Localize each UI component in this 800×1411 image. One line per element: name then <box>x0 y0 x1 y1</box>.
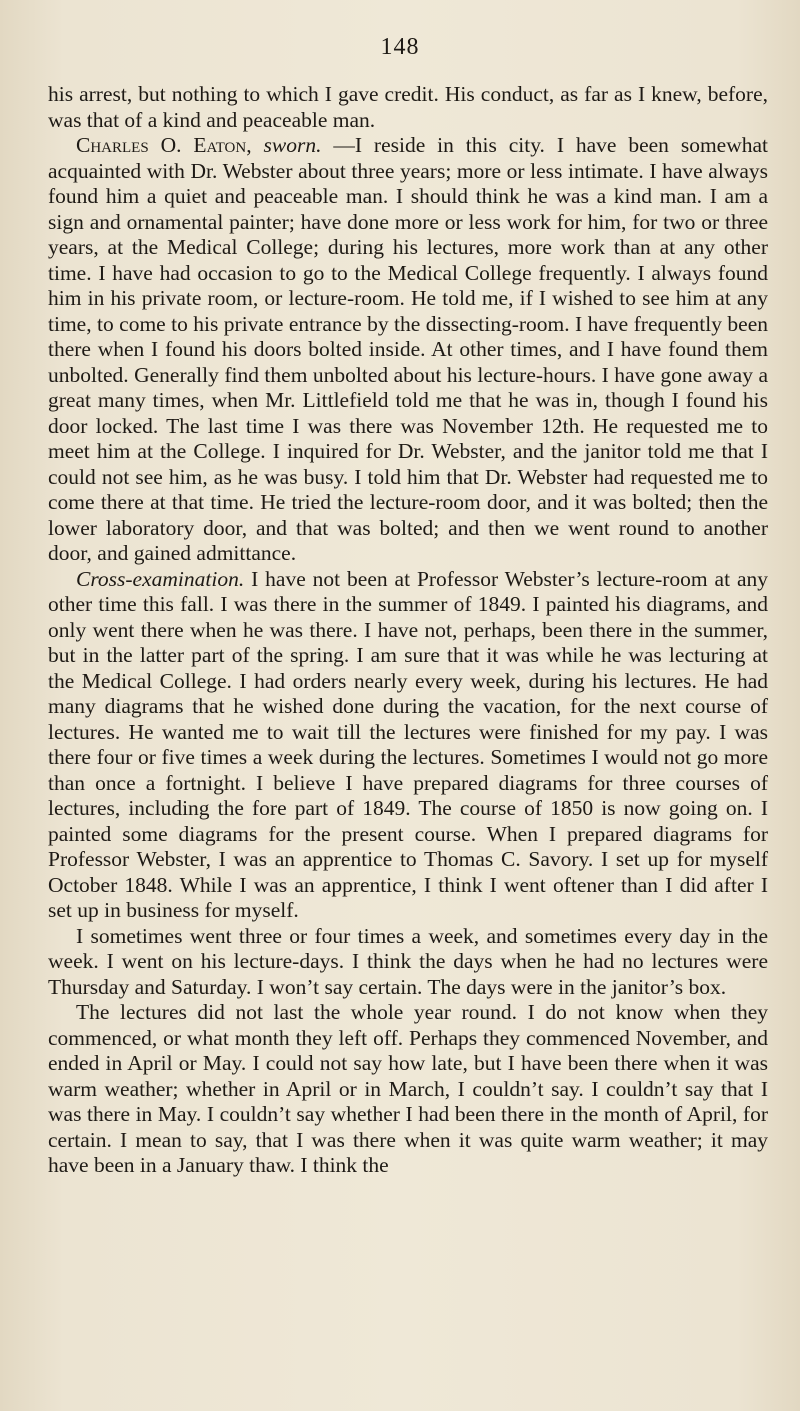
paragraph-cross-examination <box>48 567 768 924</box>
body-text <box>48 82 768 1179</box>
paragraph <box>48 1000 768 1179</box>
text-run: —I reside in this city. I have been somewhat acquainted with Dr. Webster about three years; more or less intimate. I have always found him a quiet and peaceable man. I should think he was a kind man. I am a sign and ornamental painter; have done more or less work for him, for two or three years, at the Medical College; during his lectures, more work than at any other time. I have had occasion to go to the Medical College frequently. I always found him in his private room, or lecture-room. He told me, if I wished to see him at any time, to come to his private entrance by the dissecting-room. I have frequently been there when I found his doors bolted inside. At other times, and I have found them unbolted. Generally find them unbolted about his lecture-hours. I have gone away a great many times, when Mr. Littlefield told me that he was in, though I found his door locked. The last time I was there was November 12th. He requested me to meet him at the College. I inquired for Dr. Webster, and the janitor told me that I could not see him, as he was busy. I told him that Dr. Webster had requested me to come there at that time. He tried the lecture-room door, and it was bolted; then the lower laboratory door, and that was bolted; and then we went round to another door, and gained admittance. <box>48 133 769 565</box>
page-number: 148 <box>380 34 420 60</box>
text-run: I sometimes went three or four times a week, and sometimes every day in the week. I went on his lecture-days. I think the days when he had no lectures were Thursday and Saturday. I won’t say certain. The days were in the janitor’s box. <box>48 923 768 999</box>
italic-term: sworn. <box>263 133 322 157</box>
text-run: I have not been at Professor Webster’s lecture-room at any other time this fall. I was there in the summer of 1849. I painted his diagrams, and only went there when he was there. I have not, perhaps, been there in the summer, but in the latter part of the spring. I am sure that it was while he was lecturing at the Medical College. I had orders nearly every week, during his lectures. He had many diagrams that he wished done during the vacation, for the next course of lectures. He wanted me to wait till the lectures were finished for my pay. I was there four or five times a week during the lectures. Sometimes I would not go more than once a fortnight. I believe I have prepared diagrams for three courses of lectures, including the fore part of 1849. The course of 1850 is now going on. I painted some diagrams for the present course. When I prepared diagrams for Professor Webster, I was an apprentice to Thomas C. Savory. I set up for myself October 1848. While I was an apprentice, I think I went oftener than I did after I set up in business for myself. <box>48 566 768 922</box>
paragraph-testimony-eaton <box>48 133 768 567</box>
cross-examination-heading: Cross-examination. <box>76 566 245 591</box>
text-run: his arrest, but nothing to which I gave credit. His conduct, as far as I knew, before, was that of a kind and peaceable man. <box>48 82 768 132</box>
paragraph <box>48 82 768 133</box>
text-run: The lectures did not last the whole year round. I do not know when they commenced, or what month they left off. Perhaps they commenced November, and ended in April or May. I could not say how late, but I have been there when it was warm weather; whether in April or in March, I couldn’t say. I couldn’t say that I was there in May. I couldn’t say whether I had been there in the month of April, for certain. I mean to say, that I was there when it was quite warm weather; it may have been in a January thaw. I think the <box>48 1000 768 1177</box>
paragraph <box>48 924 768 1001</box>
witness-name: Charles O. Eaton <box>76 133 247 157</box>
text-run: , <box>246 133 264 157</box>
